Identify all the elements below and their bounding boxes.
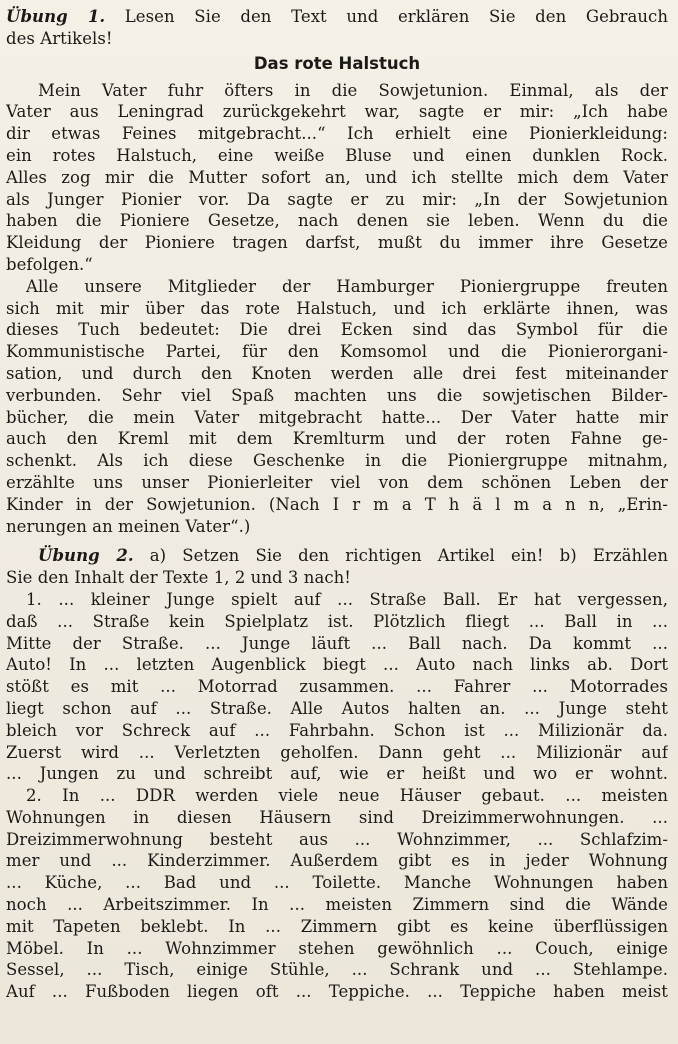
story-line: auch den Kreml mit dem Kremlturm und der roten Fahne ge- <box>6 429 668 449</box>
story-line: Vater aus Leningrad zurückgekehrt war, sagte er mir: „Ich habe <box>6 102 668 122</box>
story-line: verbunden. Sehr viel Spaß machten uns die sowjetischen Bilder- <box>6 385 668 405</box>
exercise-1-instruction-text: Lesen Sie den Text und erklären Sie den Gebrauch <box>105 7 668 26</box>
story-line: sation, und durch den Knoten werden alle drei fest miteinander <box>6 363 668 383</box>
text-2-line: 2. In ... DDR werden viele neue Häuser gebaut. ... meisten <box>26 786 668 806</box>
text-2-line: mit Tapeten beklebt. In ... Zimmern gibt es keine überflüssigen <box>6 916 668 936</box>
text-2-line: Wohnungen in diesen Häusern sind Dreizimmerwohnungen. ... <box>6 807 668 827</box>
exercise-1-instruction-line-1 <box>6 6 668 28</box>
story-title: Das rote Halstuch <box>253 53 421 73</box>
story-line: Alle unsere Mitglieder der Hamburger Pioniergruppe freuten <box>26 276 668 296</box>
text-2-line: mer und ... Kinderzimmer. Außerdem gibt es in jeder Wohnung <box>6 851 668 871</box>
story-line: Mein Vater fuhr öfters in die Sowjetunion. Einmal, als der <box>38 80 668 100</box>
text-1-line: bleich vor Schreck auf ... Fahrbahn. Schon ist ... Milizionär da. <box>6 720 668 740</box>
story-line: ein rotes Halstuch, eine weiße Bluse und einen dunklen Rock. <box>6 145 668 165</box>
story-line: sich mit mir über das rote Halstuch, und ich erklärte ihnen, was <box>6 298 668 318</box>
exercise-1-label: Übung 1. <box>6 7 106 26</box>
story-line: Alles zog mir die Mutter sofort an, und ich stellte mich dem Vater <box>6 167 668 187</box>
story-line: erzählte uns unser Pionierleiter viel von dem schönen Leben der <box>6 472 668 492</box>
exercise-2-instruction-line-2: Sie den Inhalt der Texte 1, 2 und 3 nach! <box>6 568 351 588</box>
exercise-1-instruction-line-2: des Artikels! <box>6 28 113 48</box>
story-line: Kleidung der Pioniere tragen darfst, mußt du immer ihre Gesetze <box>6 233 668 253</box>
story-line: befolgen.“ <box>6 254 93 274</box>
story-line: nerungen an meinen Vater“.) <box>6 516 251 536</box>
text-2-line: Sessel, ... Tisch, einige Stühle, ... Schrank und ... Stehlampe. <box>6 960 668 980</box>
story-line: als Junger Pionier vor. Da sagte er zu mir: „In der Sowjetunion <box>6 189 668 209</box>
story-line: dieses Tuch bedeutet: Die drei Ecken sind das Symbol für die <box>6 320 668 340</box>
text-1-line: 1. ... kleiner Junge spielt auf ... Straße Ball. Er hat vergessen, <box>26 589 668 609</box>
exercise-2-label: Übung 2. <box>38 546 134 566</box>
text-2-line: Möbel. In ... Wohnzimmer stehen gewöhnlich ... Couch, einige <box>6 938 668 958</box>
text-2-line: noch ... Arbeitszimmer. In ... meisten Zimmern sind die Wände <box>6 895 668 915</box>
exercise-2-text-2 <box>6 785 668 1003</box>
text-1-line: Mitte der Straße. ... Junge läuft ... Ball nach. Da kommt ... <box>6 633 668 653</box>
story-line: bücher, die mein Vater mitgebracht hatte... Der Vater hatte mir <box>6 407 668 427</box>
text-1-line: liegt schon auf ... Straße. Alle Autos halten an. ... Junge steht <box>6 698 668 718</box>
story-line: schenkt. Als ich diese Geschenke in die Pioniergruppe mitnahm, <box>6 451 668 471</box>
story-line: haben die Pioniere Gesetze, nach denen sie leben. Wenn du die <box>6 211 668 231</box>
story-text <box>6 80 668 538</box>
text-2-line: ... Küche, ... Bad und ... Toilette. Manche Wohnungen haben <box>6 873 668 893</box>
text-2-line: Dreizimmerwohnung besteht aus ... Wohnzimmer, ... Schlafzim- <box>6 829 668 849</box>
exercise-2-text-1 <box>6 589 668 785</box>
exercise-2-instruction-line-1 <box>6 545 668 567</box>
text-1-line: stößt es mit ... Motorrad zusammen. ... Fahrer ... Motorrades <box>6 677 668 697</box>
story-line: Kinder in der Sowjetunion. (Nach I r m a T h ä l m a n n, „Erin- <box>6 494 668 514</box>
text-1-line: ... Jungen zu und schreibt auf, wie er heißt und wo er wohnt. <box>6 764 668 784</box>
story-line: Kommunistische Partei, für den Komsomol und die Pionierorgani- <box>6 342 668 362</box>
text-1-line: Auto! In ... letzten Augenblick biegt ... Auto nach links ab. Dort <box>6 655 668 675</box>
text-1-line: Zuerst wird ... Verletzten geholfen. Dann geht ... Milizionär auf <box>6 742 668 762</box>
text-2-line: Auf ... Fußboden liegen oft ... Teppiche. ... Teppiche haben meist <box>6 982 668 1002</box>
story-line: dir etwas Feines mitgebracht...“ Ich erhielt eine Pionierkleidung: <box>6 124 668 144</box>
text-1-line: daß ... Straße kein Spielplatz ist. Plötzlich fliegt ... Ball in ... <box>6 611 668 631</box>
exercise-2-instruction-text: a) Setzen Sie den richtigen Artikel ein! b) Erzählen <box>133 546 668 566</box>
